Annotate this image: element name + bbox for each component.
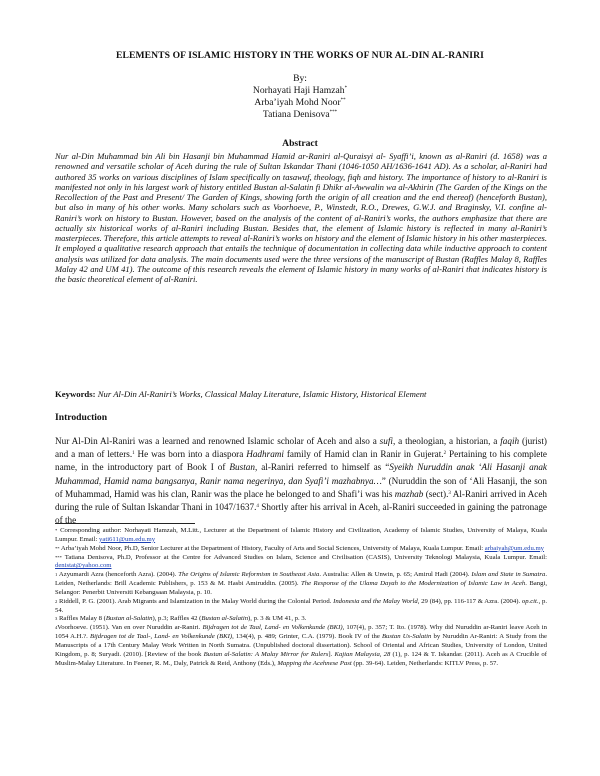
footnote-text: (1), p. 124 & T. Iskandar. (2011). Aceh as A Crucible of Muslim-Malay Literature. In Feener, R. M., Daly, Patrick & Reid, Anthony (Eds.), xyxy=(55,650,547,667)
footnote-italic: Bijdragen tot de Taal-, Land- en Volkenkunde (BKI) xyxy=(89,633,233,641)
footnote-italic: Bustan al-Salatin xyxy=(105,615,153,623)
footnote-divider xyxy=(55,523,195,524)
author-name: Norhayati Haji Hamzah xyxy=(252,85,345,96)
text-run: (sect). xyxy=(423,488,449,499)
footnotes xyxy=(55,527,547,669)
footnote-text: . Australia: Allen & Unwin, p. 65; Amirul Hadi (2004). xyxy=(319,571,472,579)
footnote-mark: ** xyxy=(55,545,60,551)
italic-term: Hadhrami xyxy=(246,449,284,460)
footnote-4 xyxy=(55,624,547,668)
footnote-italic: Kajian Malaysia, 28 xyxy=(334,650,391,658)
footnote-italic: Bijdragen tot de Taal, Land- en Volkenkunde (BKI) xyxy=(202,624,343,632)
italic-term: faqih xyxy=(500,436,520,446)
footnote-mark: * xyxy=(55,528,58,533)
footnote-text: . Leiden, Netherlands: Brill Academic Publishers, p. 153 & M. Hasbi Amiruddin. (2005). xyxy=(55,571,548,588)
author-3 xyxy=(40,109,560,121)
footnote-corresponding-author xyxy=(55,527,547,545)
text-run: , a theologian, a historian, a xyxy=(392,436,501,446)
text-run: Nur Al-Din Al-Raniri was a learned and renowned Islamic scholar of Aceh and also a xyxy=(55,436,380,446)
author-1 xyxy=(40,85,560,97)
footnote-text: by Nuruddin Ar-Raniri: A Study from the Manuscripts of a 17th Century Malay Work Written in North Sumatra. (Unpublished doctoral dissertation). School of Oriental and African Studies, University of London, United Kingdom, p. 8; Suryadi. (2010). [Review of the book xyxy=(55,633,547,658)
text-run: family of Hamid clan in Ranir in Gujerat. xyxy=(283,449,444,460)
keywords-label: Keywords: xyxy=(55,389,96,399)
footnote-author-3 xyxy=(55,554,547,572)
footnote-2 xyxy=(55,598,547,616)
footnote-text: Tatiana Denisova, Ph.D, Professor at the Centre for Advanced Studies on Islam, Science and Civilisation (CASIS), University Teknologi Malaysia, Kuala Lumpur. Email: xyxy=(61,553,547,561)
footnote-italic: Islam and State in Sumatra xyxy=(471,571,546,579)
footnote-mark: 4 xyxy=(55,625,58,631)
author-name: Arba’iyah Mohd Noor xyxy=(254,97,341,108)
author-block xyxy=(40,73,560,121)
footnote-3 xyxy=(55,615,547,624)
author-footnote-mark: * xyxy=(344,86,348,91)
footnote-1 xyxy=(55,571,547,598)
footnote-text: , 134(4), p. 489; Grinter, C.A. (1979). Book IV of the xyxy=(232,633,382,641)
footnote-italic: Bustan Us-Salatin xyxy=(381,633,432,641)
italic-term: mazhab xyxy=(394,488,424,499)
text-run: He was born into a diaspora xyxy=(134,449,247,460)
email-link[interactable]: arbaiyah@um.edu.my xyxy=(484,544,545,552)
footnote-ref[interactable]: 1 xyxy=(132,451,135,457)
footnote-text: , 29 (84), pp. 116-117 & Azra. (2004). xyxy=(417,597,522,605)
footnote-author-2 xyxy=(55,545,547,554)
text-run: Al-Raniri arrived in Aceh during the rule of Sultan Iskandar Thani in 1047/1637. xyxy=(55,488,547,513)
footnote-text: (pp. 39-64). Leiden, Netherlands: KITLV Press, p. 57. xyxy=(351,659,499,667)
footnote-ref[interactable]: 3 xyxy=(448,490,451,496)
footnote-text: ]. xyxy=(328,650,335,658)
italic-quote: Syeikh Nuruddin anak ‘Ali Hasanji anak Muhammad, Hamid nama bangsanya, Ranir nama negerinya, dan Syafi’i mazhabnya… xyxy=(55,462,548,486)
by-label: By: xyxy=(293,73,307,84)
footnote-mark: 3 xyxy=(55,616,58,622)
author-footnote-mark: ** xyxy=(340,98,346,103)
text-run: Pertaining to his complete name, in the introductory part of Book I of xyxy=(55,449,547,473)
author-footnote-mark: *** xyxy=(329,110,338,115)
footnote-text: Riddell, P. G. (2001). Arab Migrants and Islamization in the Malay World during the Colonial Period. xyxy=(57,597,334,605)
footnote-text: Voorhoeve. (1951). Van en over Nuruddin ar-Raniri. xyxy=(57,624,203,632)
italic-term: sufi xyxy=(379,436,393,446)
text-run: (jurist) and a man of letters. xyxy=(55,436,547,460)
author-2 xyxy=(40,97,560,109)
email-link[interactable]: denistat@yahoo.com xyxy=(55,562,112,570)
footnote-ref[interactable]: 4 xyxy=(256,504,259,510)
footnote-italic: Indonesia and the Malay World xyxy=(333,597,418,605)
text-run: Shortly after his arrival in Aceh, al-Raniri succeeded in gaining the patronage of the xyxy=(55,502,547,526)
author-name: Tatiana Denisova xyxy=(262,109,330,120)
abstract-text: Nur al-Din Muhammad bin Ali bin Hasanji bin Muhammad Hamid ar-Raniri al-Quraisyi al- Syaffi’i, known as al-Raniri (d. 1658) was a renowned and versatile scholar of Aceh during the rule of Sultan Iskandar Thani (1046-1050 AH/1636-1641 AD). As a scholar, al-Raniri had authored 35 works on various disciplines of Islam specifically on tasawuf, theology, fiqh and history. The importance of history to al-Raniri is manifested not only in his largest work of history entitled Bustan al-Salatin fi Dhikr al-Awwalin wa al-Akhirin (The Garden of the Kings on the Recollection of the Past and Present/ The Garden of Kings, showing forth the origin of all creation and the end thereof) (henceforth Bustan), but also in many of his other works. Many scholars such as Voorhoeve, P., Winstedt, R.O., Drewes, G.W.J. and Braginsky, V.I. confine al-Raniri’s work on history to Bustan. However, based on the analysis of the content of al-Raniri’s works, the authors emphasize that there are actually six historical works of al-Raniri including Bustan. Besides that, the element of Islamic history is reflected in many al-Raniri’s masterpieces. Therefore, this article attempts to reveal al-Raniri’s works on history and the element of Islamic history in his other masterpieces. It employed a qualitative research approach that entails the technique of documentation in collecting data while inductive approach to content analysis was utilized for data analysis. The main documents used were the three versions of the manuscript of Bustan (Raffles Malay 8, Raffles Malay 42 and UM 41). The outcome of this research reveals the element of Islamic history in many works of al-Raniri that indicates history is the basic theoretical element of al-Raniri. xyxy=(55,151,547,284)
keywords-line xyxy=(55,389,550,399)
footnote-text: Arba’iyah Mohd Noor, Ph.D, Senior Lecturer at the Department of History, Faculty of Arts and Social Sciences, University of Malaya, Kuala Lumpur. Email: xyxy=(59,544,485,552)
email-link[interactable]: yati611@um.edu.my xyxy=(99,535,156,543)
text-run: ” (Nuruddin the son of ‘Ali Hasanji, the son of Muhammad, Hamid was his clan, Ranir was the place he belonged to and Shafi’i was his xyxy=(55,475,547,499)
footnote-mark: 2 xyxy=(55,598,58,604)
footnote-italic: The Origins of Islamic Reformism in Southeast Asia xyxy=(178,571,320,579)
footnote-text: . Bangi, Selangor: Penerbit Universiti Kebangsaan Malaysia, p. 10. xyxy=(55,580,547,596)
footnote-text: ), p. 3 & UM 41, p. 3. xyxy=(248,615,307,623)
introduction-heading: Introduction xyxy=(55,412,108,423)
footnote-ref[interactable]: 2 xyxy=(443,451,447,457)
text-run: , al-Raniri referred to himself as “ xyxy=(254,462,390,473)
footnote-text: Azyumardi Azra (henceforth Azra). (2004). xyxy=(57,571,179,579)
footnote-italic: The Response of the Ulama Dayah to the Modernization of Islamic Law in Aceh xyxy=(301,580,526,588)
footnote-text: Corresponding author: Norhayati Hamzah, M.Litt., Lecturer at the Department of Islamic History and Civilization, Academy of Islamic Studies, University of Malaya, Kuala Lumpur. Email: xyxy=(55,527,547,543)
footnote-mark: 1 xyxy=(55,572,58,578)
footnote-italic: Mapping the Acehnese Past xyxy=(277,659,352,667)
italic-term: Bustan xyxy=(229,462,255,473)
footnote-text: ), p.3; Raffles 42 ( xyxy=(152,615,202,623)
footnote-mark: *** xyxy=(55,554,62,560)
footnote-italic: Bustan al-Salatin: A Malay Mirror for Rulers xyxy=(203,650,329,658)
footnote-text: Raffles Malay 8 ( xyxy=(57,615,106,623)
introduction-paragraph xyxy=(55,435,547,527)
footnote-text: ., p. 54. xyxy=(55,597,547,614)
footnote-text: , 107(4), p. 357; T. Ito. (1978). Why did Nuruddin ar-Raniri leave Aceh in 1054 A.H.?. xyxy=(55,624,547,641)
footnote-italic: Bustan al-Salatin xyxy=(201,615,249,623)
footnote-italic: op.cit xyxy=(521,597,537,605)
abstract-heading: Abstract xyxy=(282,138,318,149)
keywords-text: Nur Al-Din Al-Raniri’s Works, Classical Malay Literature, Islamic History, Historical Element xyxy=(97,389,427,399)
paper-title: ELEMENTS OF ISLAMIC HISTORY IN THE WORKS OF NUR AL-DIN AL-RANIRI xyxy=(115,50,485,61)
